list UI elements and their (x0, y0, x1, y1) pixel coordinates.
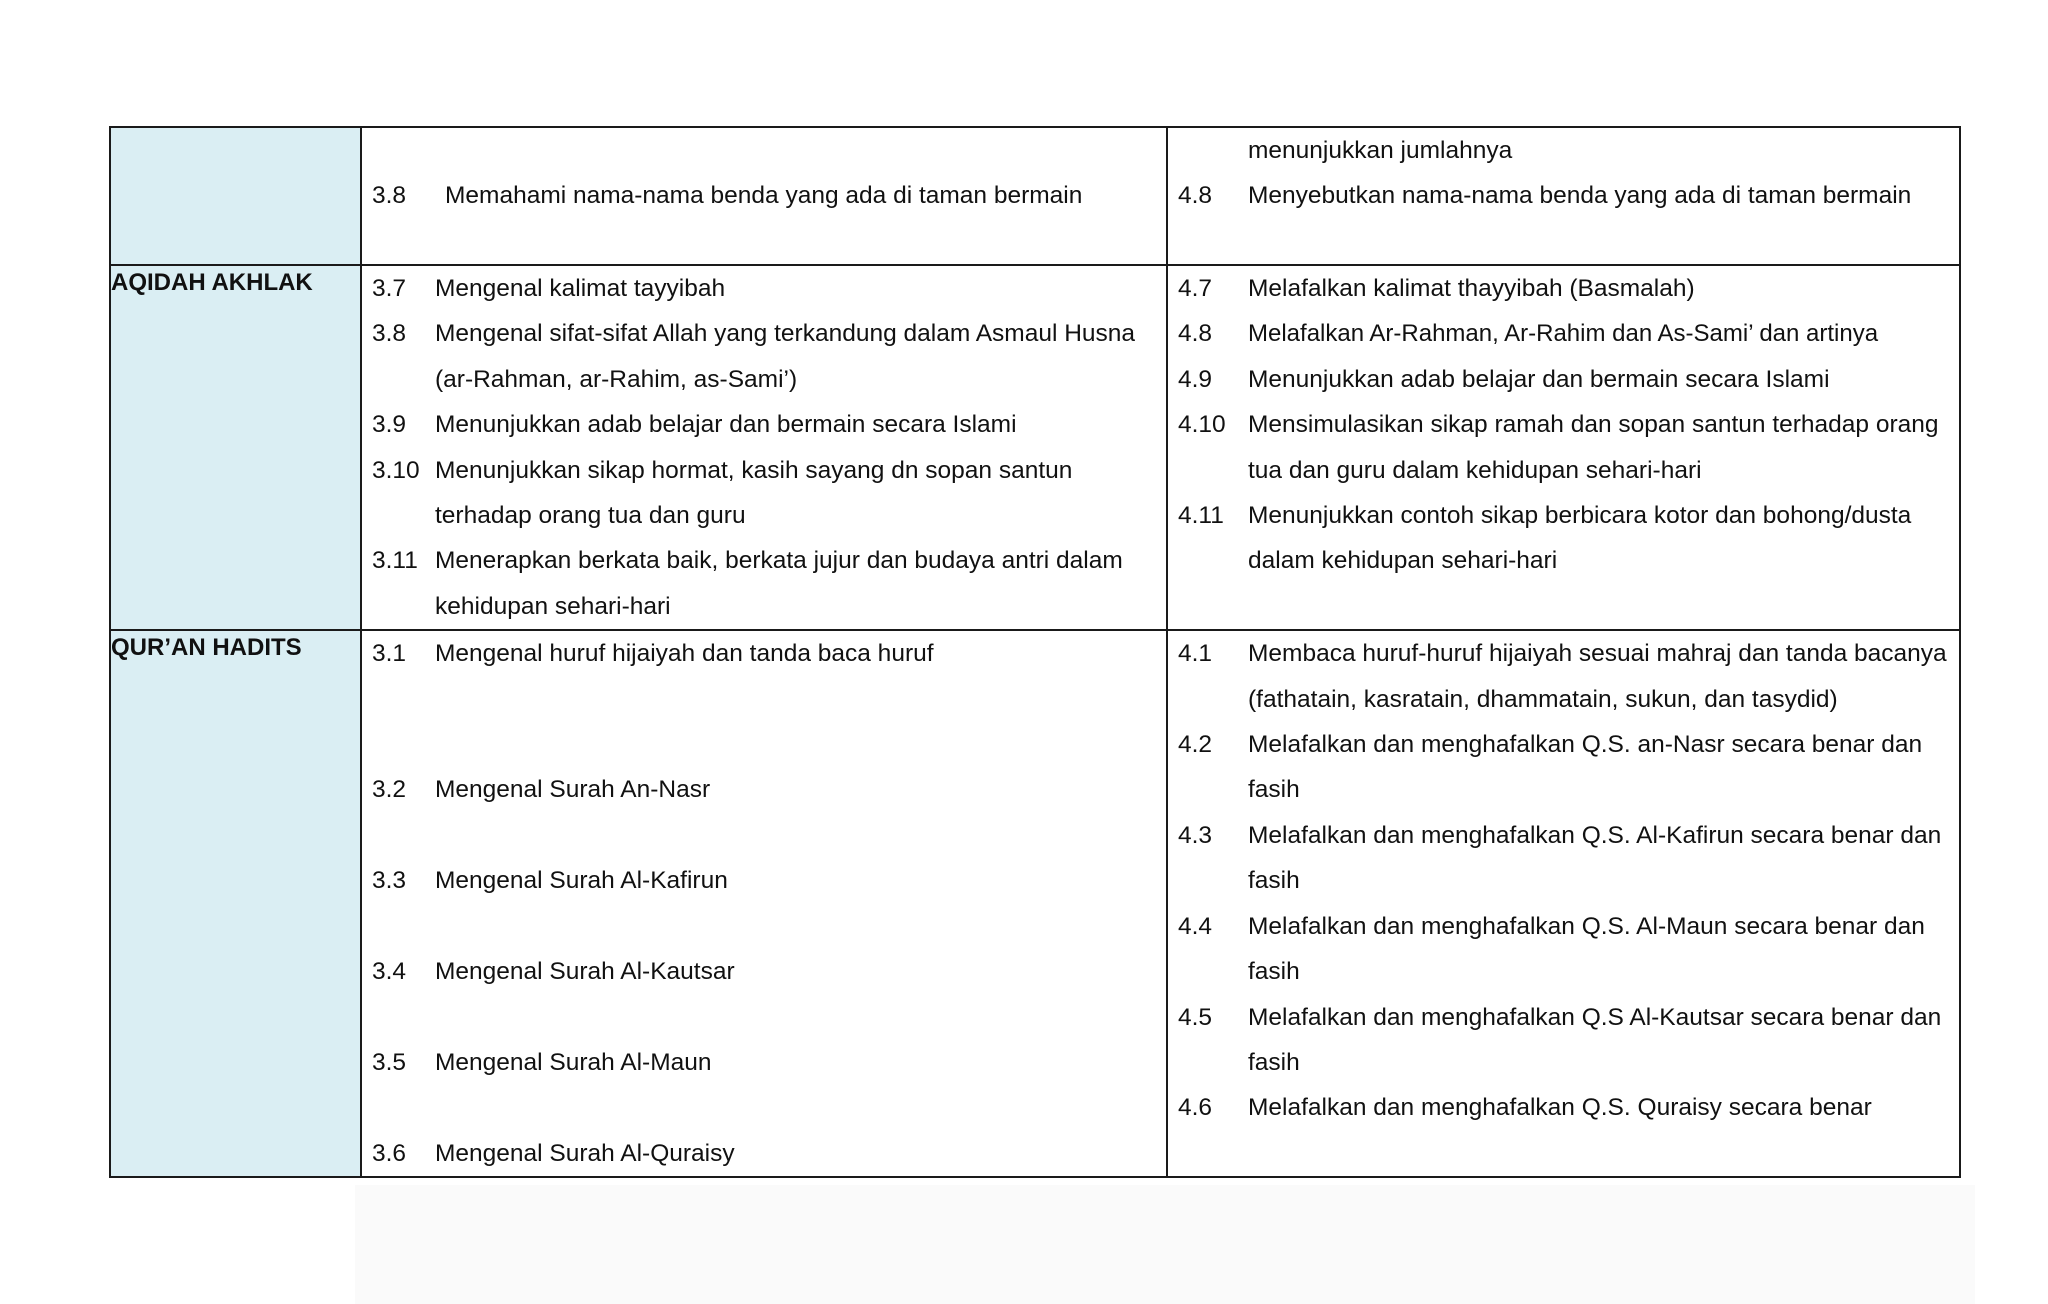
list-item (362, 1040, 1158, 1085)
curriculum-table (109, 126, 1961, 1178)
list-item (1168, 128, 1951, 173)
item-number: 4.5 (1178, 1003, 1213, 1031)
item-text: menunjukkan jumlahnya (1248, 137, 1513, 164)
item-number: 4.6 (1178, 1094, 1213, 1122)
item-number: 4.7 (1178, 275, 1213, 302)
list-item (1168, 311, 1951, 356)
subject-cell (110, 127, 361, 265)
list-item (1168, 173, 1951, 218)
subject-label: QUR’AN HADITS (111, 634, 302, 662)
item-number: 4.9 (1178, 365, 1213, 393)
item-text: Mengenal kalimat tayyibah (435, 275, 726, 302)
item-number: 4.2 (1178, 731, 1213, 759)
page-background-shade (355, 1185, 1975, 1304)
kd3-cell (361, 630, 1167, 1177)
item-text: Melafalkan kalimat thayyibah (Basmalah) (1248, 275, 1695, 302)
item-text: Menunjukkan sikap hormat, kasih sayang dn sopan santun terhadap orang tua dan guru (435, 456, 1073, 530)
kd4-list (1168, 631, 1959, 1130)
list-spacer (362, 128, 1158, 173)
item-number: 3.7 (372, 275, 407, 302)
list-item (1168, 813, 1951, 904)
list-item (1168, 357, 1951, 402)
item-number (1168, 128, 1248, 173)
list-item (362, 1131, 1158, 1176)
item-text: Melafalkan dan menghafalkan Q.S. Quraisy secara benar (1248, 1094, 1872, 1122)
item-number: 3.10 (372, 456, 420, 484)
item-number: 4.10 (1178, 411, 1226, 439)
kd4-cell (1167, 127, 1960, 265)
list-item (362, 266, 1158, 311)
item-text: Menerapkan berkata baik, berkata jujur dan budaya antri dalam kehidupan sehari-hari (435, 547, 1123, 620)
table-row (110, 630, 1960, 1177)
item-number: 4.8 (1178, 182, 1213, 210)
item-text: Menunjukkan contoh sikap berbicara kotor dan bohong/dusta dalam kehidupan sehari-hari (1248, 502, 1912, 575)
item-number: 3.2 (372, 776, 407, 804)
item-number: 3.4 (372, 958, 407, 986)
subject-label: AQIDAH AKHLAK (111, 269, 313, 296)
item-text: Mengenal sifat-sifat Allah yang terkandung dalam Asmaul Husna (ar-Rahman, ar-Rahim, as-Sami’) (435, 320, 1136, 393)
item-text: Melafalkan dan menghafalkan Q.S Al-Kautsar secara benar dan fasih (1248, 1003, 1942, 1076)
list-item (362, 538, 1158, 629)
list-item (1168, 402, 1951, 493)
item-number: 4.4 (1178, 912, 1213, 940)
item-number: 3.9 (372, 411, 407, 439)
item-text: Menunjukkan adab belajar dan bermain secara Islami (1248, 365, 1830, 393)
kd3-cell (361, 265, 1167, 630)
item-text: Melafalkan Ar-Rahman, Ar-Rahim dan As-Sami’ dan artinya (1248, 320, 1879, 348)
list-item (1168, 493, 1951, 584)
subject-cell (110, 265, 361, 630)
list-item (1168, 904, 1951, 995)
kd4-cell (1167, 630, 1960, 1177)
list-item (1168, 722, 1951, 813)
kd4-cell (1167, 265, 1960, 630)
item-text: Mengenal Surah Al-Maun (435, 1048, 712, 1076)
item-number: 3.3 (372, 867, 407, 895)
item-number: 3.5 (372, 1048, 407, 1076)
list-item (362, 767, 1158, 812)
item-number: 4.1 (1178, 640, 1213, 668)
item-number: 4.11 (1178, 502, 1224, 530)
list-item (362, 173, 1158, 218)
item-text: Mensimulasikan sikap ramah dan sopan santun terhadap orang tua dan guru dalam kehidupan sehari-hari (1248, 411, 1939, 484)
item-number: 3.8 (372, 182, 407, 210)
item-text: Menyebutkan nama-nama benda yang ada di taman bermain (1248, 182, 1912, 210)
table-row (110, 265, 1960, 630)
list-item (1168, 266, 1951, 311)
list-item (362, 631, 1158, 676)
list-item (1168, 631, 1951, 722)
list-item (362, 949, 1158, 994)
list-item (362, 448, 1158, 539)
item-number: 3.11 (372, 547, 418, 575)
item-text: Melafalkan dan menghafalkan Q.S. Al-Maun secara benar dan fasih (1248, 912, 1925, 986)
table-row (110, 127, 1960, 265)
kd4-list (1168, 128, 1959, 219)
item-text: Memahami nama-nama benda yang ada di taman bermain (445, 182, 1083, 210)
item-number: 3.6 (372, 1139, 407, 1167)
list-item (362, 311, 1158, 402)
subject-cell (110, 630, 361, 1177)
item-number: 4.8 (1178, 320, 1213, 348)
kd3-list (362, 128, 1166, 219)
item-text: Mengenal Surah An-Nasr (435, 776, 711, 804)
item-text: Menunjukkan adab belajar dan bermain secara Islami (435, 411, 1017, 439)
kd3-cell (361, 127, 1167, 265)
list-item (362, 858, 1158, 903)
item-number: 3.8 (372, 320, 407, 348)
item-text: Mengenal Surah Al-Quraisy (435, 1139, 735, 1167)
item-number: 4.3 (1178, 821, 1213, 849)
item-text: Mengenal huruf hijaiyah dan tanda baca huruf (435, 640, 934, 668)
item-text: Melafalkan dan menghafalkan Q.S. Al-Kafirun secara benar dan fasih (1248, 821, 1942, 895)
kd4-list (1168, 266, 1959, 584)
kd3-list (362, 631, 1166, 1176)
item-text: Membaca huruf-huruf hijaiyah sesuai mahraj dan tanda bacanya (fathatain, kasratain, dhammatain, sukun, dan tasydid) (1248, 640, 1947, 713)
item-text: Mengenal Surah Al-Kautsar (435, 958, 735, 986)
kd3-list (362, 266, 1166, 629)
item-text: Melafalkan dan menghafalkan Q.S. an-Nasr secara benar dan fasih (1248, 731, 1923, 804)
list-item (1168, 1085, 1951, 1130)
list-item (1168, 995, 1951, 1086)
list-item (362, 402, 1158, 447)
item-number: 3.1 (372, 640, 407, 668)
item-text: Mengenal Surah Al-Kafirun (435, 867, 728, 895)
